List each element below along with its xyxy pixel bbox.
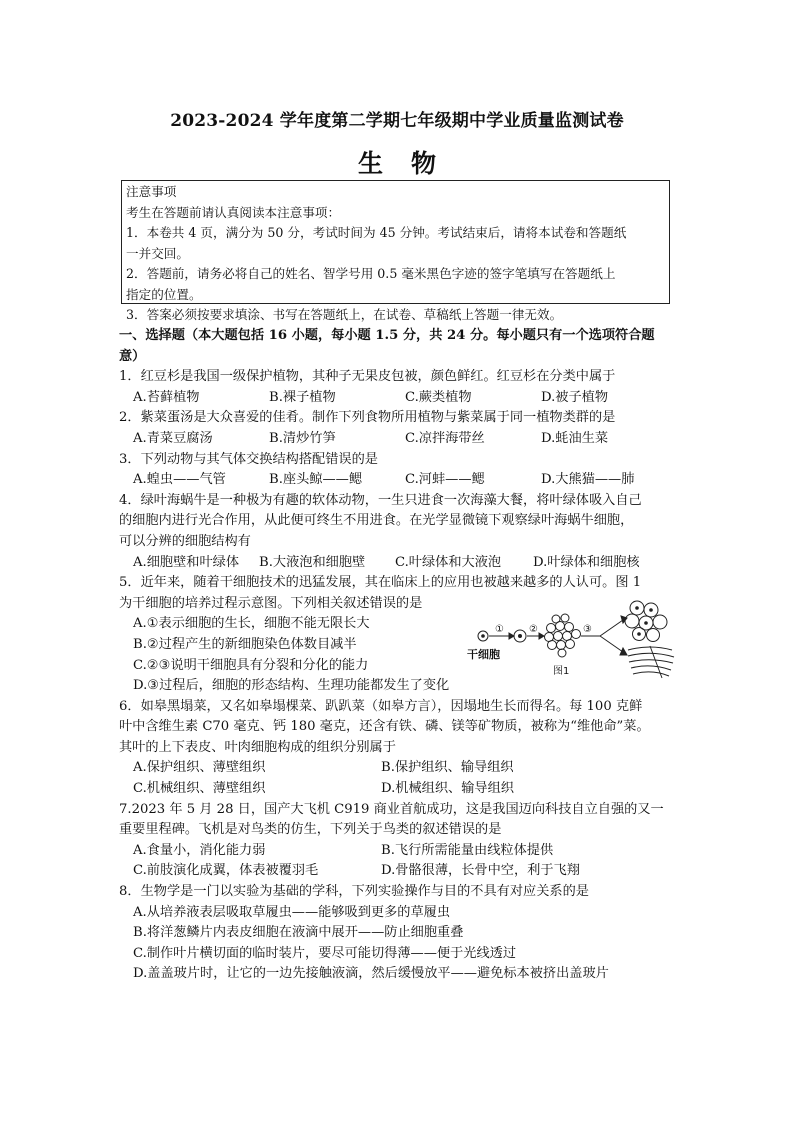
notice-line: 指定的位置。 [126, 286, 202, 302]
q2-option-a: A.青菜豆腐汤 [133, 430, 213, 446]
q5-option-a: A.①表示细胞的生长，细胞不能无限长大 [133, 616, 370, 632]
notice-line: 3．答案必须按要求填涂、书写在答题纸上，在试卷、草稿纸上答题一律无效。 [126, 307, 563, 322]
q2-stem: 2．紫菜蛋汤是大众喜爱的佳肴。制作下列食物所用植物与紫菜属于同一植物类群的是 [119, 410, 616, 426]
q7-option-d: D.骨骼很薄，长骨中空，利于飞翔 [381, 863, 580, 879]
figure-caption: 图1 [553, 666, 570, 677]
q7-options-cd [119, 861, 679, 882]
notice-box [121, 180, 670, 322]
q6-stem-cont: 叶中含维生素 C70 毫克、钙 180 毫克，还含有铁、磷、镁等矿物质，被称为“维他命”菜。 [119, 719, 650, 735]
q5-stem: 5．近年来，随着干细胞技术的迅猛发展，其在临床上的应用也被越来越多的人认可。图 1 [119, 575, 642, 591]
q7-option-c: C.前肢演化成翼，体表被覆羽毛 [133, 863, 319, 879]
q7-option-a: A.食量小，消化能力弱 [133, 842, 266, 858]
q4-option-a: A.细胞壁和叶绿体 [133, 554, 240, 570]
differentiated-cells-elongated [628, 646, 674, 678]
q1-option-b: B.裸子植物 [269, 389, 336, 405]
section-heading: 一、选择题（本大题包括 16 小题，每小题 1.5 分，共 24 分。每小题只有一个选项符合题 [119, 328, 655, 343]
q5-option-d: D.③过程后，细胞的形态结构、生理功能都发生了变化 [133, 678, 450, 694]
q8-option-a: A.从培养液表层吸取草履虫——能够吸到更多的草履虫 [133, 904, 451, 920]
q4-option-c: C.叶绿体和大液泡 [395, 554, 502, 570]
q6-options-ab [119, 758, 679, 779]
q4-stem: 4．绿叶海蜗牛是一种极为有趣的软体动物，一生只进食一次海藻大餐，将叶绿体吸入自己 [119, 492, 642, 508]
q4-options [119, 553, 679, 574]
q6-option-d: D.机械组织、输导组织 [381, 781, 514, 797]
q8-stem: 8．生物学是一门以实验为基础的学科，下列实验操作与目的不具有对应关系的是 [119, 884, 589, 900]
q6-stem: 6．如皋黑塌菜，又名如皋塌棵菜、趴趴菜（如皋方言），因塌地生长而得名。每 100 克鲜 [119, 698, 643, 714]
q6-stem-cont: 其叶的上下表皮、叶肉细胞构成的组织分别属于 [119, 739, 396, 755]
q2-option-c: C.凉拌海带丝 [405, 430, 485, 446]
notice-line: 一并交回。 [126, 245, 189, 261]
q3-option-c: C.河蚌——鳃 [405, 472, 485, 488]
q7-option-b: B.飞行所需能量由线粒体提供 [381, 842, 554, 858]
q5-option-c: C.②③说明干细胞具有分裂和分化的能力 [133, 657, 369, 673]
q1-option-d: D.被子植物 [541, 389, 609, 405]
q6-option-b: B.保护组织、输导组织 [381, 760, 514, 776]
q3-stem: 3．下列动物与其气体交换结构搭配错误的是 [119, 451, 378, 467]
q4-option-b: B.大液泡和细胞壁 [259, 554, 366, 570]
stem-cell-figure [465, 600, 680, 682]
step3-label: ③ [583, 624, 592, 635]
q3-option-a: A.蝗虫——气管 [133, 472, 226, 488]
notice-heading: 注意事项 [126, 184, 177, 199]
step1-label: ① [495, 624, 504, 635]
q6-options-cd [119, 779, 679, 800]
q4-option-d: D.叶绿体和细胞核 [533, 554, 640, 570]
q2-options [119, 429, 679, 450]
q2-option-d: D.蚝油生菜 [541, 430, 609, 446]
stem-cell-label: 干细胞 [467, 648, 500, 661]
q1-options [119, 388, 679, 409]
q1-option-c: C.蕨类植物 [405, 389, 472, 405]
q3-option-d: D.大熊猫——肺 [541, 472, 635, 488]
notice-line: 2．答题前，请务必将自己的姓名、智学号用 0.5 毫米黑色字迹的签字笔填写在答题纸上 [126, 266, 616, 281]
q3-options [119, 470, 679, 491]
q8-option-d: D.盖盖玻片时，让它的一边先接触液滴，然后缓慢放平——避免标本被挤出盖玻片 [133, 966, 609, 982]
q7-stem-cont: 重要里程碑。飞机是对鸟类的仿生，下列关于鸟类的叙述错误的是 [119, 822, 502, 838]
q1-option-a: A.苔藓植物 [133, 389, 200, 405]
q7-options-ab [119, 841, 679, 862]
exam-title: 2023-2024 学年度第二学期七年级期中学业质量监测试卷 [170, 111, 624, 131]
subject-title: 生物 [357, 149, 464, 178]
step2-label: ② [529, 624, 538, 635]
q4-stem-cont: 的细胞内进行光合作用，从此便可终生不用进食。在光学显微镜下观察绿叶海蜗牛细胞， [119, 513, 634, 529]
notice-line: 考生在答题前请认真阅读本注意事项： [126, 204, 341, 220]
q8-option-b: B.将洋葱鳞片内表皮细胞在液滴中展开——防止细胞重叠 [133, 925, 464, 941]
q5-stem-cont: 为干细胞的培养过程示意图。下列相关叙述错误的是 [119, 595, 423, 611]
q7-stem: 7.2023 年 5 月 28 日，国产大飞机 C919 商业首航成功，这是我国迈向科技自立自强的又一 [119, 801, 664, 817]
q3-option-b: B.座头鲸——鳃 [269, 472, 363, 488]
notice-line: 1．本卷共 4 页，满分为 50 分，考试时间为 45 分钟。考试结束后，请将本试卷和答题纸 [126, 225, 627, 240]
section-heading-cont: 意） [119, 348, 146, 364]
q8-option-c: C.制作叶片横切面的临时装片，要尽可能切得薄——便于光线透过 [133, 945, 517, 961]
q6-option-a: A.保护组织、薄壁组织 [133, 760, 266, 776]
q4-stem-cont: 可以分辨的细胞结构有 [119, 533, 251, 549]
differentiated-cells-round [625, 601, 667, 642]
q2-option-b: B.清炒竹笋 [269, 430, 336, 446]
q5-option-b: B.②过程产生的新细胞染色体数目减半 [133, 636, 357, 652]
cell-cluster [545, 614, 581, 657]
q1-stem: 1．红豆杉是我国一级保护植物，其种子无果皮包被，颜色鲜红。红豆杉在分类中属于 [119, 369, 616, 385]
q6-option-c: C.机械组织、薄壁组织 [133, 781, 266, 797]
